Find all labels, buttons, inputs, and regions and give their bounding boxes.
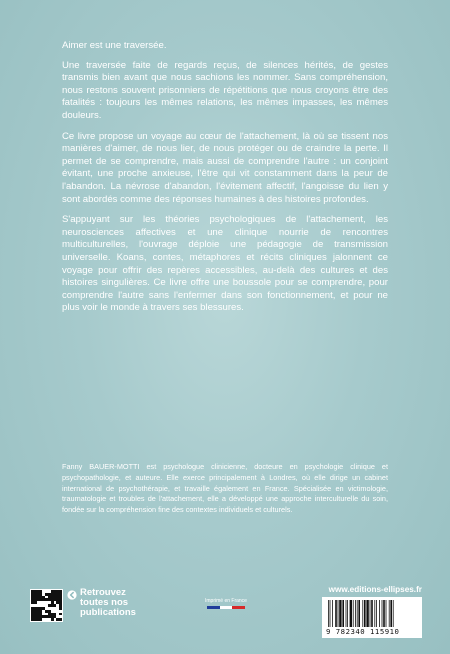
barcode-bar [330, 600, 331, 627]
barcode-bar [393, 600, 394, 627]
barcode-bar [332, 600, 333, 627]
barcode-bar [371, 600, 373, 627]
barcode-bar [346, 600, 347, 627]
synopsis-paragraph: Aimer est une traversée. [62, 40, 167, 51]
barcode [326, 600, 418, 627]
synopsis-paragraph: Une traversée faite de regards reçus, de silences hérités, de gestes transmis bien avant que nous sachions les nommer. Sans compréhension, nous restons souvent prisonniers de répétitions que nous croyons être des fatalités : toujours les mêmes relations, les mêmes impasses, les mêmes douleurs. [62, 59, 388, 121]
promo-text [80, 588, 136, 619]
barcode-bar [357, 600, 358, 627]
barcode-panel [322, 597, 422, 638]
arrow-left-icon [67, 590, 77, 600]
barcode-bar [379, 600, 380, 627]
barcode-bar [390, 600, 392, 627]
barcode-bar [335, 600, 337, 627]
barcode-bar [370, 600, 371, 627]
synopsis-paragraph: S'appuyant sur les théories psychologiques de l'attachement, les neurosciences affectives et une clinique nourrie de rencontres multiculturelles, l'ouvrage déploie une pédagogie de transmission universelle. Koans, contes, métaphores et récits cliniques jalonnent ce voyage pour offrir des repères accessibles, au-delà des cultures et des histoires singulières. Ce livre offre une boussole pour se comprendre, pour comprendre l'autre sans l'enfermer dans son fonctionnement, et pour ne plus voir le monde à travers ses blessures. [62, 214, 388, 314]
barcode-bar [339, 600, 341, 627]
qr-code[interactable] [30, 589, 63, 622]
imprint-mark [205, 598, 247, 609]
barcode-bar [364, 600, 366, 627]
barcode-bar [383, 600, 385, 627]
barcode-bar [389, 600, 390, 627]
promo-line: publications [80, 607, 136, 619]
barcode-bar [328, 600, 329, 627]
barcode-bar [353, 600, 354, 627]
barcode-bar [358, 600, 360, 627]
author-bio [62, 462, 388, 516]
french-flag-icon [207, 606, 245, 609]
publications-promo[interactable] [67, 588, 136, 619]
imprint-label: Imprimé en France [205, 598, 247, 604]
synopsis-paragraph: Ce livre propose un voyage au cœur de l'attachement, là où se tissent nos manières d'aimer, de nous lier, de nous protéger ou de craindre la perte. Il permet de se comprendre, mais aussi de comprendre l'autre : un conjoint évitant, une proche anxieuse, l'être qui vit constamment dans la peur de l'abandon. La névrose d'abandon, l'évitement affectif, l'angoisse du lien y sont abordés comme des réponses humaines à des histoires profondes. [62, 130, 388, 205]
barcode-bar [350, 600, 352, 627]
barcode-bar [366, 600, 368, 627]
barcode-bar [347, 600, 348, 627]
barcode-bar [338, 600, 339, 627]
barcode-bar [376, 600, 377, 627]
barcode-bar [362, 600, 363, 627]
barcode-bar [374, 600, 375, 627]
barcode-bar [342, 600, 344, 627]
publisher-website[interactable]: www.editions-ellipses.fr [328, 585, 422, 594]
isbn-block [322, 585, 422, 638]
barcode-bar [355, 600, 356, 627]
barcode-bar [382, 600, 383, 627]
isbn-number: 9 782340 115910 [326, 627, 400, 636]
synopsis [62, 40, 388, 323]
qr-code-pattern [31, 590, 62, 621]
promo-line: toutes nos [80, 597, 129, 609]
author-bio-text: Fanny BAUER-MOTTI est psychologue clinicienne, docteure en psychologie clinique et psychopathologie, et auteure. Elle exerce principalement à Londres, où elle dirige un cabinet international de psychothérapie, et travaille également en France. Spécialisée en victimologie, traumatologie et troubles de l'attachement, elle a développé une approche interculturelle du soin, fondée sur la compréhension fine des contextes individuels et culturels. [62, 462, 388, 515]
barcode-bar [386, 600, 387, 627]
promo-line: Retrouvez [80, 587, 126, 598]
